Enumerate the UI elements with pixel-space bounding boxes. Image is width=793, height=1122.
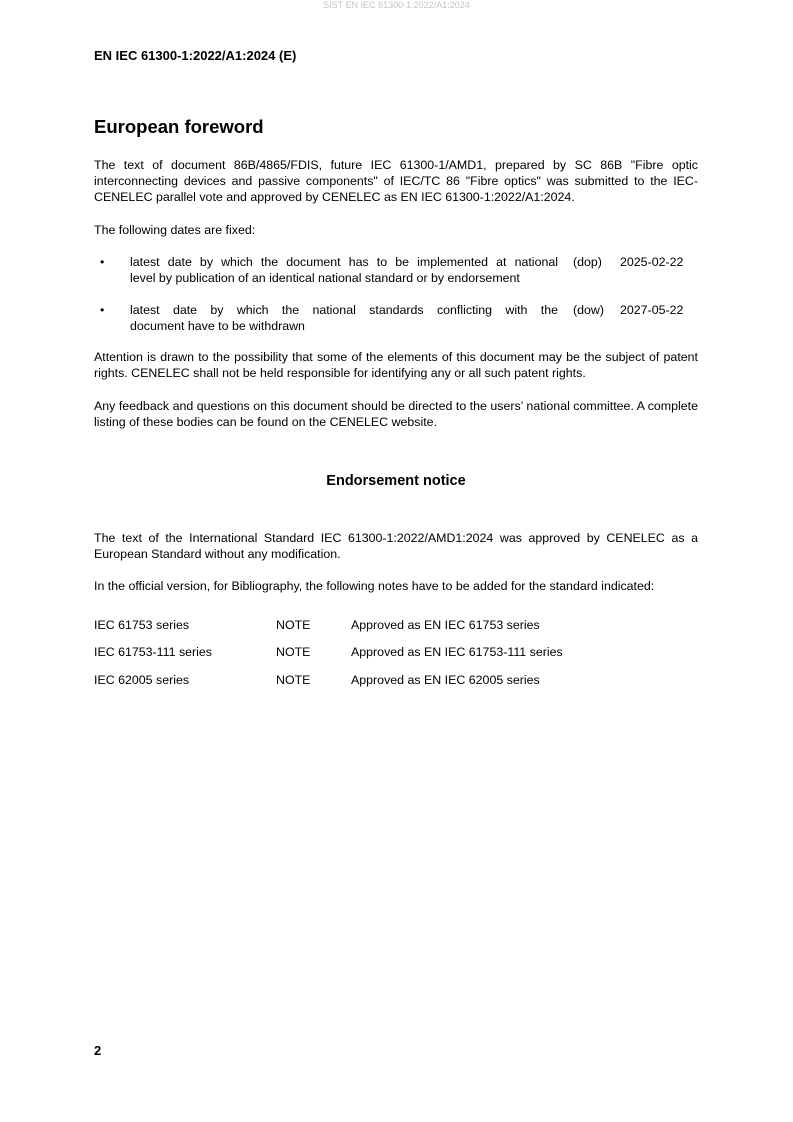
endorsement-title: Endorsement notice xyxy=(326,473,466,489)
note-standard: IEC 62005 series xyxy=(94,673,190,687)
note-standard: IEC 61753-111 series xyxy=(94,645,213,659)
dates-intro: The following dates are fixed: xyxy=(94,223,256,237)
date-item-date: 2025-02-22 xyxy=(620,255,684,269)
note-standard: IEC 61753 series xyxy=(94,618,190,632)
date-item-line1: latest date by which the document has to be implemented at national xyxy=(130,255,558,269)
note-text: Approved as EN IEC 62005 series xyxy=(351,673,540,687)
patent-notice: Attention is drawn to the possibility that some of the elements of this document may be the subject of patent rights. CENELEC shall not be held responsible for identifying any or all such patent rights. xyxy=(94,350,698,380)
note-text: Approved as EN IEC 61753-111 series xyxy=(351,645,563,659)
date-item-code: (dow) xyxy=(573,303,604,317)
date-item-text xyxy=(130,302,558,334)
foreword-title: European foreword xyxy=(94,116,264,137)
watermark: SIST EN IEC 61300-1:2022/A1:2024 xyxy=(323,0,470,10)
note-text: Approved as EN IEC 61753 series xyxy=(351,618,540,632)
date-item-line2: level by publication of an identical national standard or by endorsement xyxy=(130,271,520,285)
note-label: NOTE xyxy=(276,618,311,632)
date-item-line1: latest date by which the national standards conflicting with the xyxy=(130,303,558,317)
note-label: NOTE xyxy=(276,645,311,659)
date-item-date: 2027-05-22 xyxy=(620,303,684,317)
bibliography-intro: In the official version, for Bibliography, the following notes have to be added for the standard indicated: xyxy=(94,579,655,593)
bullet-icon: • xyxy=(100,255,105,269)
endorsement-text: The text of the International Standard IEC 61300-1:2022/AMD1:2024 was approved by CENELEC as a European Standard without any modification. xyxy=(94,531,698,561)
feedback-notice: Any feedback and questions on this document should be directed to the users’ national committee. A complete listing of these bodies can be found on the CENELEC website. xyxy=(94,399,698,429)
foreword-intro: The text of document 86B/4865/FDIS, future IEC 61300-1/AMD1, prepared by SC 86B "Fibre optic interconnecting devices and passive components" of IEC/TC 86 "Fibre optics" was submitted to the IEC-CENELEC parallel vote and approved by CENELEC as EN IEC 61300-1:2022/A1:2024. xyxy=(94,158,698,204)
date-item-text xyxy=(130,254,558,286)
document-id: EN IEC 61300-1:2022/A1:2024 (E) xyxy=(94,48,297,63)
page-number: 2 xyxy=(94,1043,102,1058)
bullet-icon: • xyxy=(100,303,105,317)
note-label: NOTE xyxy=(276,673,311,687)
date-item-line2: document have to be withdrawn xyxy=(130,319,305,333)
date-item-code: (dop) xyxy=(573,255,602,269)
